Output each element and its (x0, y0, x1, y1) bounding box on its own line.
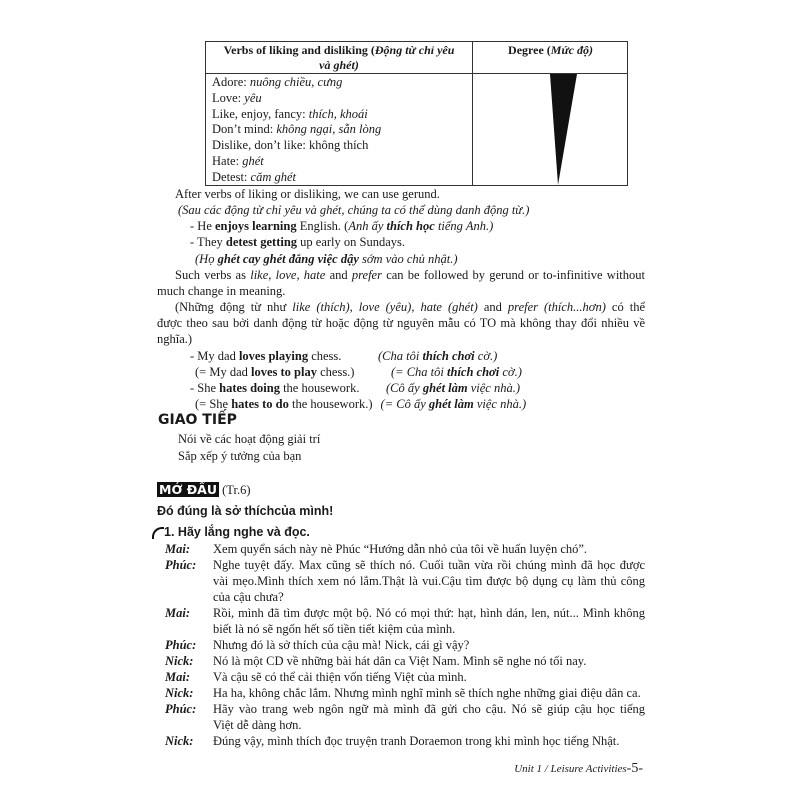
verb-row (212, 170, 381, 186)
text-segment: hates to do (231, 396, 289, 411)
grammar-line (157, 331, 192, 347)
text-segment: prefer (351, 267, 382, 282)
text-segment: - She (190, 380, 220, 395)
grammar-line (175, 267, 645, 283)
grammar-line (190, 234, 405, 250)
grammar-line (195, 251, 458, 267)
intro-title: Đó đúng là sở thíchcủa mình! (157, 504, 334, 518)
text-segment: (Sau các động từ chỉ yêu và ghét, chúng ta có thể dùng danh động từ.) (178, 203, 530, 218)
dialogue-line: Nhưng đó là sở thích của cậu mà! Nick, cái gì vậy? (213, 638, 470, 652)
verb-row (212, 122, 381, 138)
dialogue-line: Ha ha, không chắc lắm. Nhưng mình nghĩ mình sẽ thích nghe những giai điệu dân ca. (213, 686, 641, 700)
intro-page-ref: (Tr.6) (222, 483, 251, 497)
grammar-line (190, 348, 497, 364)
intro-tag: MỞ ĐẦU (159, 482, 218, 497)
text-segment: nuông chiều, cưng (249, 75, 343, 89)
table-verb-list (212, 75, 381, 186)
text-segment: việc nhà.) (473, 396, 527, 411)
intro-heading (157, 482, 251, 498)
text-segment: hates doing (219, 380, 280, 395)
grammar-line (157, 315, 645, 331)
text-segment: ghét (242, 153, 264, 168)
grammar-line (175, 299, 645, 315)
text-segment: ghét cay ghét đắng việc dậy (217, 251, 359, 266)
example-sentence (195, 396, 381, 412)
footer-unit: Unit 1 / Leisure Activities (514, 763, 627, 775)
text-segment: - My dad (190, 348, 239, 363)
example-translation (378, 349, 497, 363)
exercise-heading (152, 524, 310, 540)
text-segment: Such verbs as (175, 267, 251, 282)
exercise-number: 1. (164, 525, 175, 539)
speaker-name: Mai: (165, 670, 190, 684)
text-segment: (Họ (195, 251, 218, 266)
text-segment: English. ( (296, 219, 349, 234)
speaker-name: Mai: (165, 606, 190, 620)
text-segment: thích chơi (447, 364, 500, 379)
grammar-line (178, 202, 529, 218)
text-segment: chess.) (316, 364, 355, 379)
text-segment: Like, enjoy, fancy: (212, 106, 309, 121)
speaker-name: Nick: (165, 654, 194, 668)
dialogue-line: Rồi, mình đã tìm được một bộ. Nó có mọi thứ: hạt, hình dán, len, nút... Mình không (213, 606, 645, 620)
header-text (472, 43, 629, 58)
text-segment: loves playing (238, 348, 309, 363)
dialogue-line: của cậu chưa? (213, 590, 284, 604)
text-segment: thích học (386, 219, 435, 234)
verb-row (212, 154, 381, 170)
text-segment: (= Cha tôi (391, 364, 448, 379)
text-segment: the housework.) (288, 396, 373, 411)
text-segment: không ngại, sẵn lòng (276, 122, 382, 137)
text-segment: After verbs of liking or disliking, we can use gerund. (175, 187, 440, 201)
text-segment: và ghét) (319, 58, 359, 72)
dialogue-line: vài mẹo.Mình thích xem nó lắm.Thật là vui.Cậu tìm được bộ dụng cụ làm thủ công (213, 574, 645, 588)
text-segment: Anh ấy (348, 219, 387, 234)
text-segment: sớm vào chủ nhật.) (358, 251, 458, 266)
grammar-line (190, 380, 520, 396)
dialogue-line: Việt dễ dàng hơn. (213, 718, 302, 732)
table-header-verbs (206, 43, 472, 74)
dialogue-line: Nghe tuyệt đấy. Max cũng sẽ thích nó. Cuối tuần vừa rồi chúng mình đã học được (213, 558, 645, 572)
text-segment: thích chơi (422, 348, 475, 363)
verb-row (212, 138, 381, 154)
text-segment: ghét làm (422, 380, 468, 395)
text-segment: nghĩa.) (157, 332, 193, 347)
header-text (206, 58, 472, 73)
text-segment: (Cô ấy (386, 380, 423, 395)
text-segment: Mức độ) (550, 43, 593, 57)
headphones-icon (152, 527, 164, 539)
page-footer (514, 761, 643, 777)
text-segment: Love: (212, 90, 245, 105)
speaker-name: Mai: (165, 542, 190, 556)
verb-row (212, 107, 381, 123)
degree-triangle-icon (472, 73, 629, 187)
text-segment: cờ.) (474, 348, 498, 363)
speaker-name: Nick: (165, 734, 194, 748)
page-number: -5- (626, 761, 643, 776)
grammar-line (195, 396, 526, 412)
text-segment: enjoys learning (215, 219, 297, 234)
speaker-name: Nick: (165, 686, 194, 700)
communication-item: Nói về các hoạt động giải trí (178, 432, 321, 446)
communication-item: Sắp xếp ý tưởng của bạn (178, 449, 302, 463)
text-segment: (= She (195, 396, 232, 411)
text-segment: Động từ chỉ yêu (374, 43, 455, 57)
text-segment: and (325, 267, 352, 282)
grammar-line (190, 218, 493, 234)
section-heading-communication: GIAO TIẾP (158, 412, 237, 428)
grammar-line (175, 186, 440, 202)
text-segment: like, love, hate (250, 267, 326, 282)
table-header-degree (472, 43, 629, 74)
dialogue-line: Xem quyển sách này nè Phúc “Hướng dẫn nhỏ của tôi về huấn luyện chó”. (213, 542, 588, 556)
text-segment: cờ.) (499, 364, 522, 379)
text-segment: việc nhà.) (467, 380, 521, 395)
grammar-line (157, 283, 285, 299)
verb-row (212, 75, 381, 91)
example-sentence (190, 348, 378, 364)
exercise-title: Hãy lắng nghe và đọc. (177, 525, 310, 539)
text-segment: Degree ( (508, 43, 551, 57)
verbs-degree-table (205, 41, 628, 186)
example-translation (391, 365, 522, 379)
text-segment: tiếng Anh.) (434, 219, 494, 234)
text-segment: căm ghét (250, 169, 297, 184)
dialogue-line: Hãy vào trang web ngôn ngữ mà mình đã gửi cho cậu. Nó sẽ giúp cậu học tiếng (213, 702, 645, 716)
text-segment: prefer (thích...hơn) (507, 300, 606, 315)
text-segment: like (thích), love (yêu), hate (ghét) (292, 300, 478, 315)
text-segment: (Cha tôi (378, 348, 423, 363)
grammar-line (195, 364, 522, 380)
text-segment: có thể (605, 300, 645, 315)
example-translation (386, 381, 520, 395)
example-translation (381, 397, 527, 411)
header-text (206, 43, 472, 58)
dialogue-line: Đúng vậy, mình thích đọc truyện tranh Doraemon trong khi mình học tiếng Nhật. (213, 734, 620, 748)
text-segment: Hate: (212, 153, 243, 168)
speaker-name: Phúc: (165, 702, 197, 716)
text-segment: much change in meaning. (157, 283, 286, 298)
text-segment: được theo sau bởi danh động từ hoặc động từ nguyên mẫu có TO mà không thay đổi nhiều về (157, 316, 645, 331)
dialogue-line: Và cậu sẽ có thể cải thiện vốn tiếng Việt của mình. (213, 670, 467, 684)
text-segment: chess. (308, 348, 342, 363)
text-segment: can be followed by gerund or to-infinitive without (381, 267, 645, 282)
text-segment: yêu (244, 90, 262, 105)
text-segment: ghét làm (428, 396, 474, 411)
example-sentence (195, 364, 391, 380)
text-segment: - They (190, 235, 226, 250)
text-segment: Don’t mind: (212, 122, 277, 137)
text-segment: detest getting (225, 235, 298, 250)
text-segment: Dislike, don’t like: không thích (212, 138, 369, 153)
text-segment: - He (190, 219, 215, 234)
dialogue-line: biết là nó sẽ ngốn hết số tiền tiết kiệm của mình. (213, 622, 456, 636)
verb-row (212, 91, 381, 107)
dialogue-line: Nó là một CD về những bài hát dân ca Việt Nam. Mình sẽ nghe nó tối nay. (213, 654, 587, 668)
text-segment: (Những động từ như (175, 300, 293, 315)
text-segment: Detest: (212, 169, 251, 184)
text-segment: Adore: (212, 75, 250, 89)
text-segment: thích, khoái (308, 106, 368, 121)
text-segment: Verbs of liking and disliking ( (223, 43, 375, 57)
text-segment: (= My dad (195, 364, 251, 379)
text-segment: the housework. (279, 380, 360, 395)
text-segment: (= Cô ấy (380, 396, 429, 411)
text-segment: loves to play (251, 364, 317, 379)
speaker-name: Phúc: (165, 638, 197, 652)
example-sentence (190, 380, 386, 396)
text-segment: and (477, 300, 508, 315)
speaker-name: Phúc: (165, 558, 197, 572)
text-segment: up early on Sundays. (297, 235, 406, 250)
